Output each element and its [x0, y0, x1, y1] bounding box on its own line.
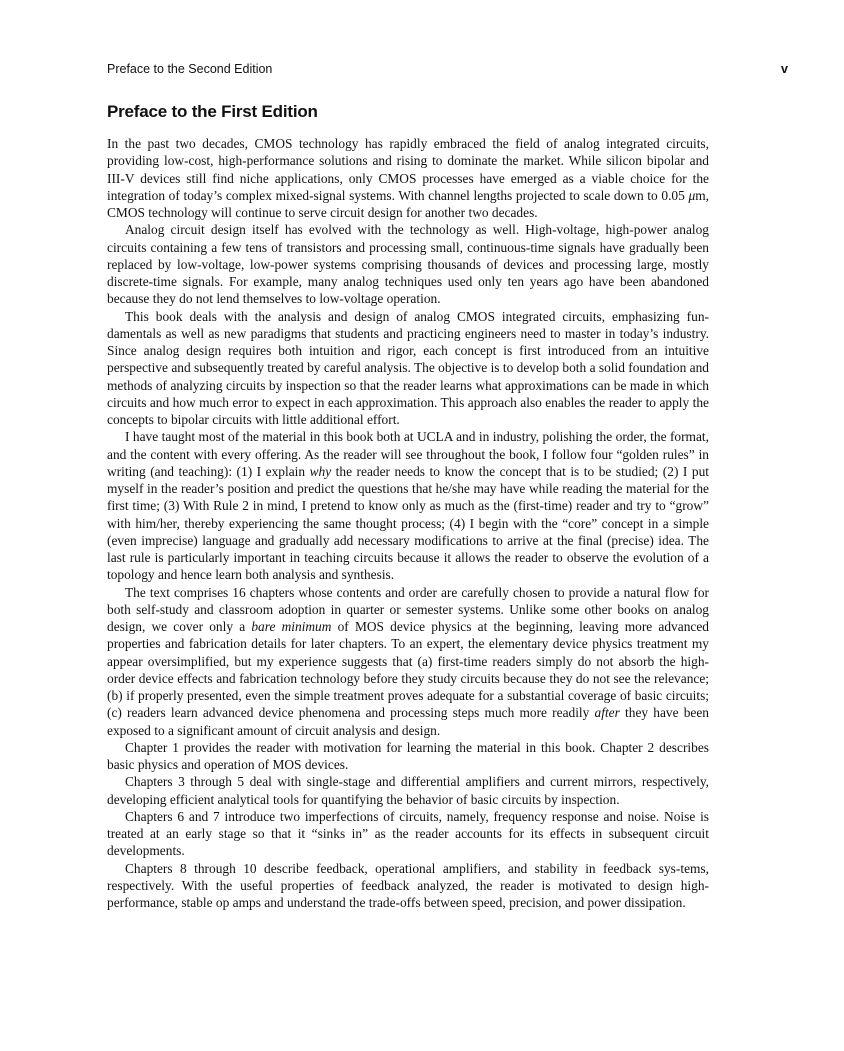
paragraph-text: m, CMOS technology will continue to serve circuit design for another two decades. — [107, 187, 709, 220]
body-text — [107, 135, 709, 911]
paragraph — [107, 808, 709, 860]
paragraph-text: they have been exposed to a significant amount of circuit analysis and design. — [107, 705, 710, 738]
paragraph-italic-text: bare minimum — [251, 619, 332, 634]
paragraph-text: the reader needs to know the concept that is to be studied; (2) I put myself in the reader’s position and predict the questions that he/she may have while reading the material for the first time; (3) With Rule 2 in mind, I pretend to know only as much as the (first-time) reader and try to “grow” with him/her, thereby experiencing the same thought process; (4) I begin with the “core” concept in a simple (even imprecise) language and gradually add necessary modifications to arrive at the final (precise) idea. The last rule is particularly important in teaching circuits because it allows the reader to observe the evolution of a topology and hence learn both analysis and synthesis. — [107, 463, 709, 583]
paragraph-text: Analog circuit design itself has evolved with the technology as well. High-voltage, high-power analog circuits containing a few tens of transistors and processing small, continuous-time signals have gradually been replaced by low-voltage, low-power systems comprising thousands of devices and processing large, mostly discrete-time signals. For example, many analog techniques used only ten years ago have been abandoned because they do not lend themselves to low-voltage operation. — [107, 222, 709, 307]
paragraph — [107, 584, 709, 739]
paragraph-text: In the past two decades, CMOS technology has rapidly embraced the field of analog integrated circuits, providing low-cost, high-performance solutions and rising to dominate the market. While silicon bipolar and III-V devices still find niche applications, only CMOS processes have emerged as a viable choice for the integration of today’s complex mixed-signal systems. With channel lengths projected to scale down to 0.05 — [107, 136, 709, 203]
running-head-title: Preface to the Second Edition — [107, 62, 273, 76]
paragraph — [107, 308, 709, 429]
paragraph-text: Chapters 8 through 10 describe feedback, operational amplifiers, and stability in feedback sys-tems, respectively. With the useful properties of feedback analyzed, the reader is motivated to design high-performance, stable op amps and understand the trade-offs between speed, precision, and power dissipation. — [107, 860, 709, 910]
paragraph — [107, 221, 709, 307]
paragraph-text: Chapters 3 through 5 deal with single-stage and differential amplifiers and current mirrors, respectively, developing efficient analytical tools for quantifying the behavior of basic circuits by inspection. — [107, 774, 709, 807]
paragraph-text: of MOS device physics at the beginning, leaving more advanced properties and fabrication details for later chapters. To an expert, the elementary device physics treatment my appear oversimplified, but my experience suggests that (a) first-time readers simply do not absorb the high-order device effects and fabrication technology before they study circuits because they do not see the relevance; (b) if properly presented, even the simple treatment proves adequate for a substantial coverage of basic circuits; (c) readers learn advanced device phenomena and processing steps much more readily — [107, 619, 709, 721]
paragraph-text: Chapter 1 provides the reader with motivation for learning the material in this book. Chapter 2 describes basic physics and operation of MOS devices. — [107, 739, 709, 772]
paragraph-text: This book deals with the analysis and design of analog CMOS integrated circuits, emphasizing fun-damentals as well as new paradigms that students and practicing engineers need to master in today’s industry. Since analog design requires both intuition and rigor, each concept is first introduced from an intuitive perspective and subsequently treated by careful analysis. The objective is to develop both a solid foundation and methods of analyzing circuits by inspection so that the reader learns what approximations can be made in which circuits and how much error to expect in each approximation. This approach also enables the reader to apply the concepts to bipolar circuits with little additional effort. — [107, 308, 709, 427]
paragraph-italic-text: why — [309, 463, 332, 479]
running-head — [107, 62, 788, 80]
section-title: Preface to the First Edition — [107, 102, 318, 121]
paragraph — [107, 739, 709, 774]
paragraph-text: The text comprises 16 chapters whose contents and order are carefully chosen to provide a natural flow for both self-study and classroom adoption in quarter or semester systems. Unlike some other books on analog design, we cover only a — [107, 584, 709, 634]
paragraph-text: I have taught most of the material in this book both at UCLA and in industry, polishing the order, the format, and the content with every offering. As the reader will see throughout the book, I follow four “golden rules” in writing (and teaching): (1) I explain — [107, 429, 709, 479]
page-number: v — [781, 62, 788, 76]
paragraph — [107, 773, 709, 808]
paragraph — [107, 860, 709, 912]
paragraph — [107, 428, 709, 583]
paragraph-italic-text: after — [594, 705, 620, 721]
paragraph-italic-text: μ — [688, 187, 696, 203]
paragraph-text: Chapters 6 and 7 introduce two imperfections of circuits, namely, frequency response and noise. Noise is treated at an early stage so that it “sinks in” as the reader accounts for its effects in subsequent circuit developments. — [107, 808, 709, 859]
paragraph — [107, 135, 709, 221]
